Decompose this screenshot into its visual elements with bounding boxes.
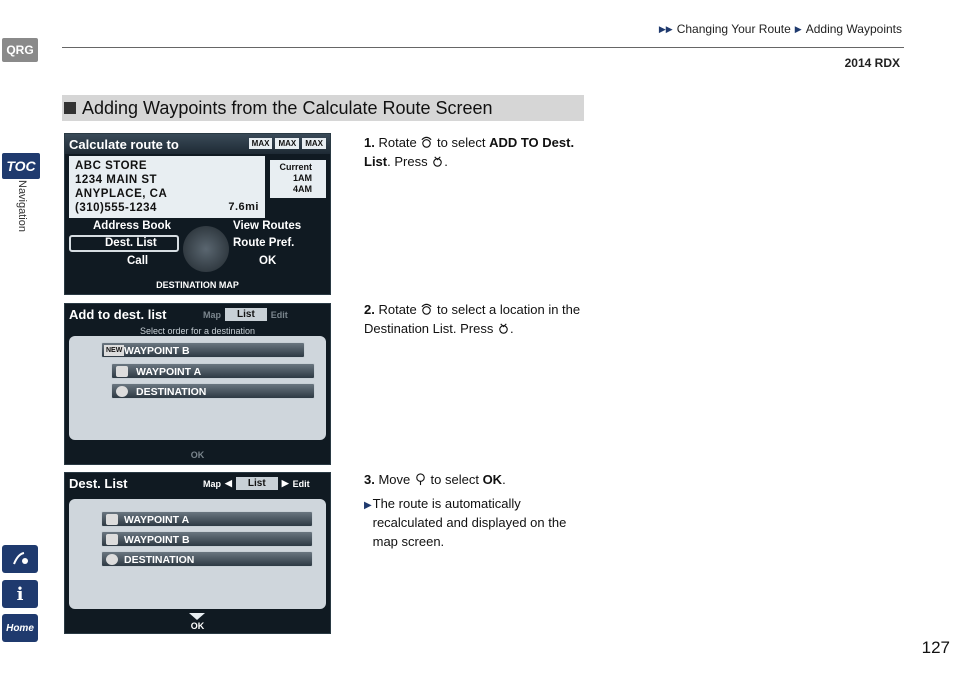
- page-number: 127: [921, 638, 950, 657]
- result-arrow-icon: ▶: [364, 500, 372, 511]
- add-to-dest-list-screen: [64, 303, 331, 465]
- info-icon: i: [16, 583, 24, 605]
- max-badges: [249, 138, 326, 149]
- step-text: Move: [378, 472, 411, 487]
- step-target: OK: [482, 472, 503, 487]
- address-line: ANYPLACE, CA: [75, 188, 168, 200]
- list-item-destination[interactable]: [111, 383, 315, 399]
- header-rule: [62, 47, 904, 48]
- view-tabs: [203, 308, 288, 321]
- calculate-route-screen: [64, 133, 331, 295]
- section-tab: [14, 180, 28, 240]
- qrg-button[interactable]: QRG: [2, 38, 38, 62]
- flag-icon: [106, 534, 118, 545]
- tab-map[interactable]: Map: [203, 478, 221, 489]
- result-text: The route is automatically recalculated and displayed on the map screen.: [372, 496, 567, 549]
- section-label: Navigation: [16, 180, 28, 232]
- step-text: . Press: [387, 154, 428, 169]
- step-text: to select: [437, 135, 486, 150]
- destination-icon: [106, 554, 118, 565]
- dest-list-screen: [64, 472, 331, 634]
- list-item-label: WAYPOINT A: [124, 514, 190, 526]
- menu-call[interactable]: Call: [127, 255, 149, 267]
- flag-icon: [106, 514, 118, 525]
- list-item-waypoint-a[interactable]: [111, 363, 315, 379]
- tab-map[interactable]: Map: [203, 309, 221, 320]
- list-item-waypoint-b[interactable]: [101, 531, 313, 547]
- step-number: 3.: [364, 472, 375, 487]
- arrow-left-icon: ◀: [225, 478, 232, 488]
- list-item-label: WAYPOINT A: [136, 366, 202, 378]
- destination-icon: [116, 386, 128, 397]
- arrow-right-icon: ▶: [281, 478, 289, 488]
- address-line: 1234 MAIN ST: [75, 174, 158, 186]
- ok-label[interactable]: OK: [190, 450, 205, 460]
- screen-caption: Select order for a destination: [139, 326, 256, 336]
- list-item-label: WAYPOINT B: [124, 534, 190, 546]
- step-2: [364, 300, 594, 338]
- list-item-label: DESTINATION: [136, 386, 207, 398]
- square-bullet-icon: [64, 102, 76, 114]
- list-item-waypoint-b[interactable]: [101, 342, 305, 358]
- max-badge: MAX: [249, 138, 273, 149]
- list-item-label: WAYPOINT B: [124, 345, 190, 357]
- list-item-label: DESTINATION: [124, 554, 195, 566]
- step-text: .: [509, 321, 514, 336]
- screen-title: Calculate route to: [69, 137, 179, 152]
- press-knob-icon: [431, 155, 444, 168]
- breadcrumb: [657, 22, 902, 36]
- breadcrumb-current: Adding Waypoints: [805, 22, 902, 36]
- new-badge: NEW: [106, 347, 123, 354]
- step-1: [364, 133, 594, 171]
- tab-edit[interactable]: Edit: [292, 478, 310, 489]
- menu-dest-list[interactable]: Dest. List: [105, 237, 157, 249]
- step-number: 1.: [364, 135, 375, 150]
- model-label: 2014 RDX: [844, 56, 900, 70]
- list-item-waypoint-a[interactable]: [101, 511, 313, 527]
- breadcrumb-arrow-icon: ▶▶: [658, 23, 673, 34]
- destination-address: [69, 156, 265, 218]
- rotate-knob-icon: [420, 136, 433, 149]
- time-4am: 4AM: [292, 184, 312, 194]
- tab-list[interactable]: List: [236, 477, 278, 490]
- step-number: 2.: [364, 302, 375, 317]
- menu-address-book[interactable]: Address Book: [93, 220, 171, 232]
- distance: 7.6mi: [228, 201, 259, 213]
- step-text: .: [444, 154, 448, 169]
- view-tabs: [203, 477, 310, 490]
- press-knob-icon: [497, 322, 510, 335]
- chevron-down-icon: [189, 613, 205, 620]
- home-icon: Home: [6, 622, 34, 634]
- destination-map-label[interactable]: DESTINATION MAP: [156, 280, 239, 290]
- toc-button[interactable]: TOC: [2, 153, 40, 179]
- ok-label[interactable]: OK: [190, 621, 205, 631]
- screen-title: Dest. List: [69, 476, 128, 491]
- screen-title: Add to dest. list: [69, 307, 167, 322]
- menu-route-pref[interactable]: Route Pref.: [233, 237, 295, 249]
- dial-knob-graphic: [183, 226, 229, 272]
- voice-command-icon: [10, 550, 30, 568]
- voice-command-button[interactable]: [2, 545, 38, 573]
- address-line: (310)555-1234: [75, 202, 157, 214]
- tab-edit[interactable]: Edit: [270, 309, 288, 320]
- breadcrumb-link[interactable]: Changing Your Route: [676, 22, 791, 36]
- section-title: Adding Waypoints from the Calculate Route Screen: [82, 97, 493, 118]
- rotate-knob-icon: [420, 303, 433, 316]
- max-badge: MAX: [275, 138, 299, 149]
- breadcrumb-arrow-icon: ▶: [794, 23, 802, 34]
- menu-ok[interactable]: OK: [259, 255, 277, 267]
- max-badge: MAX: [302, 138, 326, 149]
- time-1am: 1AM: [292, 173, 312, 183]
- move-knob-icon: [414, 473, 427, 486]
- step-result: [364, 494, 574, 551]
- step-text: Rotate: [378, 135, 417, 150]
- step-text: to select: [430, 472, 479, 487]
- step-text: .: [502, 472, 506, 487]
- step-target: ADD TO Dest. List: [364, 135, 575, 169]
- step-text: Rotate: [378, 302, 417, 317]
- time-selector: [270, 160, 326, 198]
- step-3: [364, 470, 594, 489]
- list-item-destination[interactable]: [101, 551, 313, 567]
- flag-icon: [116, 366, 128, 377]
- tab-list[interactable]: List: [225, 308, 267, 321]
- section-heading: [62, 95, 584, 121]
- address-line: ABC STORE: [75, 160, 148, 172]
- time-current: Current: [279, 162, 312, 172]
- menu-view-routes[interactable]: View Routes: [233, 220, 302, 232]
- step-text: to select a location in the Destination List. Press: [364, 302, 581, 336]
- home-button[interactable]: [2, 614, 38, 642]
- info-button[interactable]: [2, 580, 38, 608]
